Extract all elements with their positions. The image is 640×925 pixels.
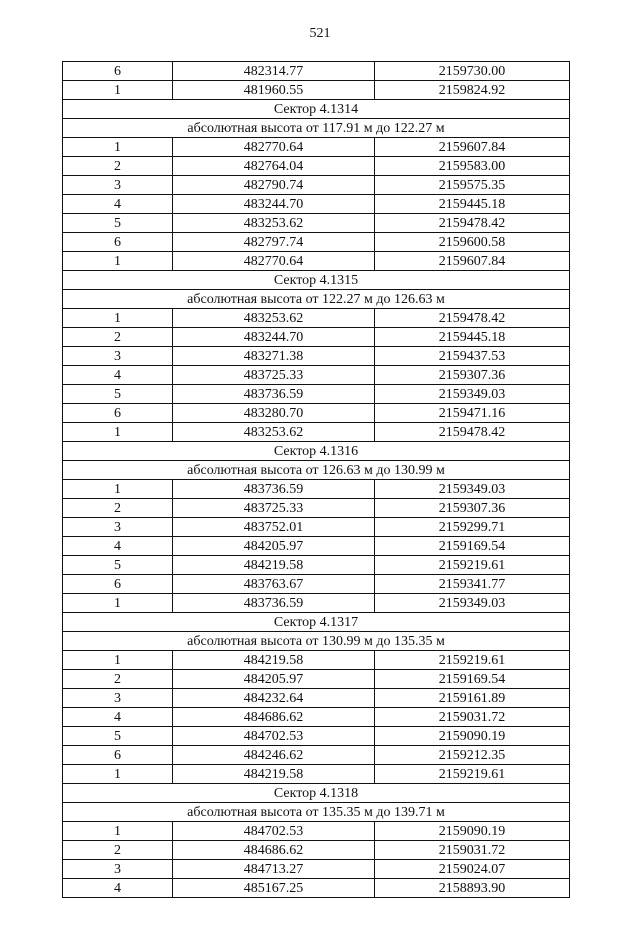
x-coordinate: 482790.74: [173, 176, 375, 195]
table-row: [63, 176, 570, 195]
point-number: 6: [63, 575, 173, 594]
point-number: 4: [63, 366, 173, 385]
y-coordinate: 2159169.54: [375, 670, 570, 689]
table-row: [63, 518, 570, 537]
x-coordinate: 483763.67: [173, 575, 375, 594]
x-coordinate: 484246.62: [173, 746, 375, 765]
y-coordinate: 2159824.92: [375, 81, 570, 100]
x-coordinate: 484686.62: [173, 708, 375, 727]
y-coordinate: 2159478.42: [375, 423, 570, 442]
table-row: [63, 879, 570, 898]
table-row: [63, 138, 570, 157]
table-row: [63, 309, 570, 328]
x-coordinate: 482797.74: [173, 233, 375, 252]
point-number: 1: [63, 594, 173, 613]
table-row: [63, 708, 570, 727]
table-row: [63, 423, 570, 442]
y-coordinate: 2159607.84: [375, 138, 570, 157]
table-row: [63, 480, 570, 499]
y-coordinate: 2159600.58: [375, 233, 570, 252]
table-row: [63, 860, 570, 879]
x-coordinate: 483244.70: [173, 195, 375, 214]
sector-altitude: абсолютная высота от 130.99 м до 135.35 м: [63, 632, 570, 651]
x-coordinate: 481960.55: [173, 81, 375, 100]
table-row: [63, 81, 570, 100]
table-row: [63, 62, 570, 81]
y-coordinate: 2159024.07: [375, 860, 570, 879]
x-coordinate: 484702.53: [173, 727, 375, 746]
point-number: 6: [63, 746, 173, 765]
y-coordinate: 2159607.84: [375, 252, 570, 271]
point-number: 2: [63, 157, 173, 176]
sector-altitude-row: [63, 803, 570, 822]
table-row: [63, 765, 570, 784]
y-coordinate: 2159299.71: [375, 518, 570, 537]
point-number: 1: [63, 138, 173, 157]
table-row: [63, 404, 570, 423]
x-coordinate: 483253.62: [173, 309, 375, 328]
x-coordinate: 482770.64: [173, 252, 375, 271]
y-coordinate: 2159219.61: [375, 765, 570, 784]
x-coordinate: 483253.62: [173, 214, 375, 233]
x-coordinate: 484702.53: [173, 822, 375, 841]
x-coordinate: 483725.33: [173, 366, 375, 385]
table-row: [63, 499, 570, 518]
point-number: 5: [63, 727, 173, 746]
y-coordinate: 2159575.35: [375, 176, 570, 195]
y-coordinate: 2159478.42: [375, 214, 570, 233]
point-number: 1: [63, 81, 173, 100]
point-number: 3: [63, 176, 173, 195]
table-row: [63, 214, 570, 233]
x-coordinate: 485167.25: [173, 879, 375, 898]
y-coordinate: 2159090.19: [375, 727, 570, 746]
y-coordinate: 2159341.77: [375, 575, 570, 594]
table-row: [63, 822, 570, 841]
point-number: 6: [63, 62, 173, 81]
table-row: [63, 195, 570, 214]
y-coordinate: 2159349.03: [375, 594, 570, 613]
y-coordinate: 2159031.72: [375, 841, 570, 860]
table-row: [63, 366, 570, 385]
point-number: 3: [63, 518, 173, 537]
point-number: 2: [63, 841, 173, 860]
sector-title: Сектор 4.1318: [63, 784, 570, 803]
y-coordinate: 2159212.35: [375, 746, 570, 765]
table-row: [63, 347, 570, 366]
x-coordinate: 483271.38: [173, 347, 375, 366]
sector-altitude-row: [63, 290, 570, 309]
y-coordinate: 2159307.36: [375, 499, 570, 518]
y-coordinate: 2159161.89: [375, 689, 570, 708]
point-number: 4: [63, 537, 173, 556]
point-number: 2: [63, 328, 173, 347]
point-number: 5: [63, 556, 173, 575]
table-row: [63, 746, 570, 765]
y-coordinate: 2159090.19: [375, 822, 570, 841]
point-number: 2: [63, 499, 173, 518]
point-number: 3: [63, 860, 173, 879]
x-coordinate: 483736.59: [173, 594, 375, 613]
sector-altitude-row: [63, 461, 570, 480]
x-coordinate: 483244.70: [173, 328, 375, 347]
sector-title: Сектор 4.1314: [63, 100, 570, 119]
point-number: 4: [63, 195, 173, 214]
x-coordinate: 484219.58: [173, 765, 375, 784]
y-coordinate: 2159349.03: [375, 480, 570, 499]
sector-title-row: [63, 100, 570, 119]
point-number: 1: [63, 480, 173, 499]
y-coordinate: 2159349.03: [375, 385, 570, 404]
y-coordinate: 2159169.54: [375, 537, 570, 556]
point-number: 5: [63, 214, 173, 233]
coordinates-table-body: [63, 62, 570, 898]
x-coordinate: 484686.62: [173, 841, 375, 860]
y-coordinate: 2159437.53: [375, 347, 570, 366]
x-coordinate: 483752.01: [173, 518, 375, 537]
x-coordinate: 483736.59: [173, 385, 375, 404]
point-number: 4: [63, 708, 173, 727]
table-row: [63, 385, 570, 404]
y-coordinate: 2159031.72: [375, 708, 570, 727]
sector-title-row: [63, 442, 570, 461]
y-coordinate: 2159445.18: [375, 195, 570, 214]
y-coordinate: 2159219.61: [375, 556, 570, 575]
y-coordinate: 2159478.42: [375, 309, 570, 328]
point-number: 1: [63, 252, 173, 271]
x-coordinate: 483253.62: [173, 423, 375, 442]
table-row: [63, 651, 570, 670]
y-coordinate: 2159583.00: [375, 157, 570, 176]
sector-altitude-row: [63, 119, 570, 138]
sector-title: Сектор 4.1315: [63, 271, 570, 290]
table-row: [63, 575, 570, 594]
table-row: [63, 727, 570, 746]
sector-altitude: абсолютная высота от 135.35 м до 139.71 м: [63, 803, 570, 822]
x-coordinate: 483280.70: [173, 404, 375, 423]
point-number: 2: [63, 670, 173, 689]
x-coordinate: 482764.04: [173, 157, 375, 176]
sector-altitude-row: [63, 632, 570, 651]
point-number: 1: [63, 423, 173, 442]
page-number: 521: [309, 26, 331, 41]
x-coordinate: 484219.58: [173, 556, 375, 575]
table-row: [63, 233, 570, 252]
x-coordinate: 483725.33: [173, 499, 375, 518]
y-coordinate: 2159730.00: [375, 62, 570, 81]
point-number: 6: [63, 233, 173, 252]
point-number: 4: [63, 879, 173, 898]
y-coordinate: 2159445.18: [375, 328, 570, 347]
y-coordinate: 2159219.61: [375, 651, 570, 670]
table-row: [63, 157, 570, 176]
table-row: [63, 252, 570, 271]
point-number: 1: [63, 309, 173, 328]
table-row: [63, 556, 570, 575]
table-row: [63, 537, 570, 556]
point-number: 1: [63, 822, 173, 841]
sector-title-row: [63, 613, 570, 632]
sector-title: Сектор 4.1316: [63, 442, 570, 461]
y-coordinate: 2158893.90: [375, 879, 570, 898]
point-number: 3: [63, 347, 173, 366]
x-coordinate: 484205.97: [173, 670, 375, 689]
table-row: [63, 328, 570, 347]
x-coordinate: 482770.64: [173, 138, 375, 157]
table-row: [63, 594, 570, 613]
table-row: [63, 670, 570, 689]
coordinates-table: [62, 61, 570, 898]
x-coordinate: 484205.97: [173, 537, 375, 556]
sector-altitude: абсолютная высота от 117.91 м до 122.27 м: [63, 119, 570, 138]
x-coordinate: 483736.59: [173, 480, 375, 499]
table-row: [63, 689, 570, 708]
point-number: 5: [63, 385, 173, 404]
sector-title-row: [63, 271, 570, 290]
x-coordinate: 484232.64: [173, 689, 375, 708]
point-number: 6: [63, 404, 173, 423]
point-number: 3: [63, 689, 173, 708]
sector-altitude: абсолютная высота от 122.27 м до 126.63 м: [63, 290, 570, 309]
point-number: 1: [63, 651, 173, 670]
y-coordinate: 2159307.36: [375, 366, 570, 385]
sector-title: Сектор 4.1317: [63, 613, 570, 632]
x-coordinate: 484713.27: [173, 860, 375, 879]
table-row: [63, 841, 570, 860]
sector-altitude: абсолютная высота от 126.63 м до 130.99 м: [63, 461, 570, 480]
y-coordinate: 2159471.16: [375, 404, 570, 423]
x-coordinate: 484219.58: [173, 651, 375, 670]
x-coordinate: 482314.77: [173, 62, 375, 81]
sector-title-row: [63, 784, 570, 803]
point-number: 1: [63, 765, 173, 784]
